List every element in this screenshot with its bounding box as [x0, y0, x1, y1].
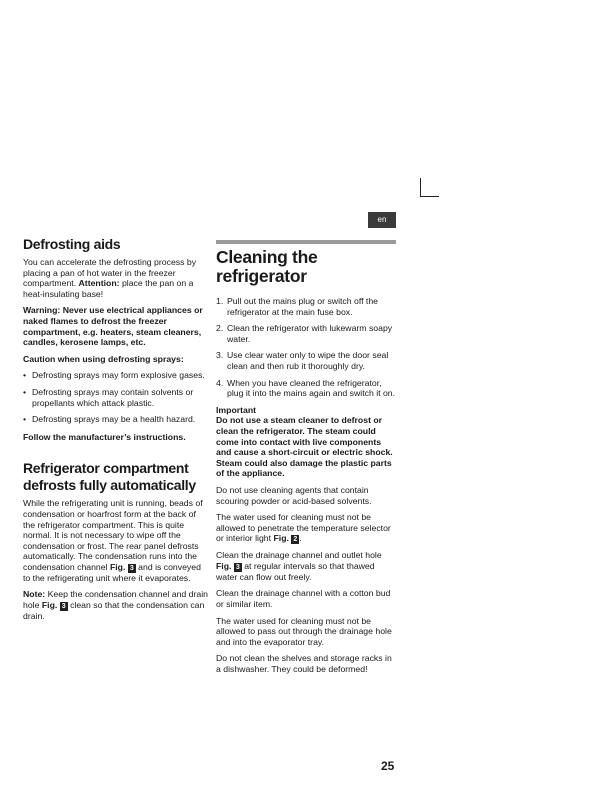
water-drain-paragraph: The water used for cleaning must not be allowed to pass out through the drainage hole and into the evaporator tray. — [216, 615, 392, 647]
list-item: • Defrosting sprays may form explosive gases. — [23, 370, 208, 381]
section-rule — [216, 240, 396, 244]
list-item: • Defrosting sprays may be a health hazard. — [23, 414, 208, 425]
drainage-paragraph: Clean the drainage channel and outlet hole Fig. 3 at regular intervals so that thawed water can flow out freely. — [216, 550, 382, 582]
follow-instructions: Follow the manufacturer’s instructions. — [23, 431, 186, 442]
spray-bullets — [23, 370, 208, 424]
cotton-bud-paragraph: Clean the drainage channel with a cotton bud or similar item. — [216, 588, 391, 610]
fridge-defrost-heading: Refrigerator compartment defrosts fully automatically — [23, 460, 196, 494]
fridge-defrost-paragraph: While the refrigerating unit is running, beads of condensation or hoarfrost form at the back of the refrigerator compartment. This is quite normal. It is not necessary to wipe off the condensation or frost. The rear panel defrosts automatically. The condensation runs into the condensation channel Fig. 3 and is conveyed to the refrigerating unit where it evaporates. — [23, 498, 203, 583]
figure-number: 3 — [235, 563, 240, 571]
defrosting-warning: Warning: Never use electrical appliances or naked flames to defrost the freezer compartment, e.g. heaters, steam cleaners, candles, kerosene lamps, etc. — [23, 305, 203, 348]
list-item: 1. Pull out the mains plug or switch off the refrigerator at the main fuse box. — [216, 296, 378, 317]
cleaning-steps — [216, 296, 398, 399]
left-column — [23, 236, 208, 628]
figure-number: 3 — [129, 564, 134, 572]
page-number: 25 — [381, 759, 395, 773]
list-item: 4. When you have cleaned the refrigerator, plug it into the mains again and switch it on. — [216, 377, 396, 399]
list-item: • Defrosting sprays may contain solvents or propellants which attack plastic. — [23, 387, 208, 408]
no-scouring: Do not use cleaning agents that contain scouring powder or acid-based solvents. — [216, 484, 372, 506]
figure-number: 2 — [293, 536, 298, 544]
caution-heading: Caution when using defrosting sprays: — [23, 353, 184, 364]
water-temperature-selector: The water used for cleaning must not be allowed to penetrate the temperature selector or interior light Fig. 2 . — [216, 512, 391, 544]
figure-number: 3 — [61, 603, 66, 611]
crop-mark — [420, 178, 439, 197]
right-column — [216, 248, 398, 681]
fridge-defrost-note: Note: Keep the condensation channel and drain hole Fig. 3 clean so that the condensation can drain. — [23, 589, 208, 622]
list-item: 2. Clean the refrigerator with lukewarm soapy water. — [216, 323, 393, 344]
cleaning-heading: Cleaning the refrigerator — [216, 247, 318, 286]
language-badge: en — [368, 212, 396, 228]
list-item: 3. Use clear water only to wipe the door seal clean and then rub it thoroughly dry. — [216, 350, 389, 371]
important-text: Do not use a steam cleaner to defrost or clean the refrigerator. The steam could come into contact with live components and cause a short-circuit or electric shock. Steam could also damage the plastic parts of the appliance. — [216, 415, 393, 479]
dishwasher-paragraph: Do not clean the shelves and storage racks in a dishwasher. They could be deformed! — [216, 653, 392, 675]
important-label: Important — [216, 404, 257, 415]
defrosting-aids-heading: Defrosting aids — [23, 236, 121, 252]
defrosting-intro: You can accelerate the defrosting process by placing a pan of hot water in the freezer compartment. Attention: place the pan on a heat-insulating base! — [23, 257, 197, 299]
